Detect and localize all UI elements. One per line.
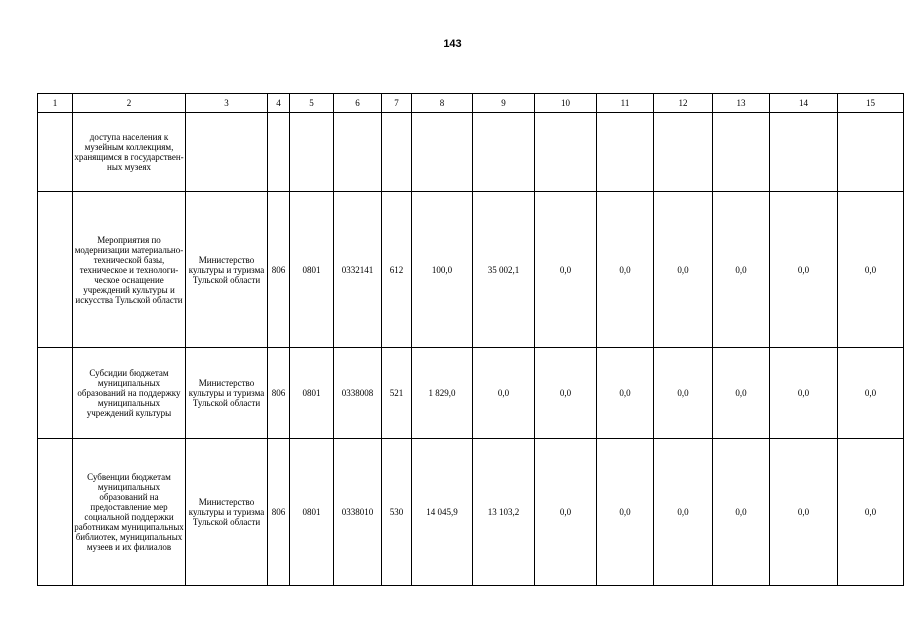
table-cell [473, 113, 535, 192]
table-cell: 14 045,9 [412, 439, 473, 586]
table-cell: 13 103,2 [473, 439, 535, 586]
table-cell: 0,0 [654, 348, 713, 439]
table-cell: 0801 [290, 439, 334, 586]
column-header: 15 [838, 94, 904, 113]
column-header: 12 [654, 94, 713, 113]
column-header: 6 [334, 94, 382, 113]
table-cell: 0338010 [334, 439, 382, 586]
table-cell: 0,0 [654, 192, 713, 348]
column-header: 3 [186, 94, 268, 113]
table-cell [38, 192, 73, 348]
column-header: 1 [38, 94, 73, 113]
table-cell: Министерство культуры и туризма Тульской области [186, 439, 268, 586]
table-cell-name: Субвенции бюджетам муниципальных образований на предоставление мер социальной поддержки работникам муниципальных библиотек, муниципальных музеев и их филиалов [73, 439, 186, 586]
column-header: 9 [473, 94, 535, 113]
table-cell: Министерство культуры и туризма Тульской области [186, 348, 268, 439]
table-cell: 521 [382, 348, 412, 439]
table-cell [713, 113, 770, 192]
column-header: 7 [382, 94, 412, 113]
table-cell [597, 113, 654, 192]
table-cell: 0,0 [597, 192, 654, 348]
table-cell: 0,0 [473, 348, 535, 439]
column-header: 10 [535, 94, 597, 113]
table-cell: 0,0 [838, 192, 904, 348]
table-cell [654, 113, 713, 192]
table-cell [38, 439, 73, 586]
table-cell: 0,0 [535, 192, 597, 348]
table-cell: 0,0 [535, 439, 597, 586]
table-cell: 0,0 [770, 192, 838, 348]
page-number: 143 [443, 38, 462, 50]
table-cell [38, 348, 73, 439]
table-cell: 0,0 [535, 348, 597, 439]
table-cell: 0,0 [770, 439, 838, 586]
table-cell: 0,0 [654, 439, 713, 586]
table-cell: 100,0 [412, 192, 473, 348]
table-cell: 806 [268, 348, 290, 439]
table-cell [412, 113, 473, 192]
column-header: 5 [290, 94, 334, 113]
table-cell: 0,0 [713, 439, 770, 586]
table-row [38, 348, 904, 439]
table-cell: 0801 [290, 192, 334, 348]
table-cell: 0,0 [597, 348, 654, 439]
table-cell [334, 113, 382, 192]
table-cell: 530 [382, 439, 412, 586]
table-cell-name: Мероприятия по модернизации материально-технической базы, техническое и технологи-ческое оснащение учреждений культуры и искусства Тульской области [73, 192, 186, 348]
table-row [38, 439, 904, 586]
column-header: 2 [73, 94, 186, 113]
table-cell: 1 829,0 [412, 348, 473, 439]
table-cell: 806 [268, 439, 290, 586]
column-header: 11 [597, 94, 654, 113]
table-cell: 0,0 [838, 439, 904, 586]
table-cell: 0,0 [597, 439, 654, 586]
table-cell [838, 113, 904, 192]
table-cell [268, 113, 290, 192]
table-cell: 0,0 [770, 348, 838, 439]
budget-table [37, 93, 904, 586]
table-cell: 0,0 [713, 348, 770, 439]
column-header: 4 [268, 94, 290, 113]
table-cell [186, 113, 268, 192]
table-cell [770, 113, 838, 192]
table-cell [535, 113, 597, 192]
table-cell: 0332141 [334, 192, 382, 348]
table-cell: 35 002,1 [473, 192, 535, 348]
table-cell [38, 113, 73, 192]
table-cell [290, 113, 334, 192]
table-cell: 0,0 [713, 192, 770, 348]
table-cell: 612 [382, 192, 412, 348]
table-cell: 0338008 [334, 348, 382, 439]
table-row [38, 113, 904, 192]
table-cell-name: Субсидии бюджетам муниципальных образований на поддержку муниципальных учреждений культуры [73, 348, 186, 439]
table-cell: 0,0 [838, 348, 904, 439]
table-cell: 0801 [290, 348, 334, 439]
table-cell: 806 [268, 192, 290, 348]
column-header: 14 [770, 94, 838, 113]
column-header: 8 [412, 94, 473, 113]
table-cell-name: доступа населения к музейным коллекциям, хранящимся в государствен-ных музеях [73, 113, 186, 192]
table-cell [382, 113, 412, 192]
table-header-row [38, 94, 904, 113]
table-cell: Министерство культуры и туризма Тульской области [186, 192, 268, 348]
column-header: 13 [713, 94, 770, 113]
table-row [38, 192, 904, 348]
